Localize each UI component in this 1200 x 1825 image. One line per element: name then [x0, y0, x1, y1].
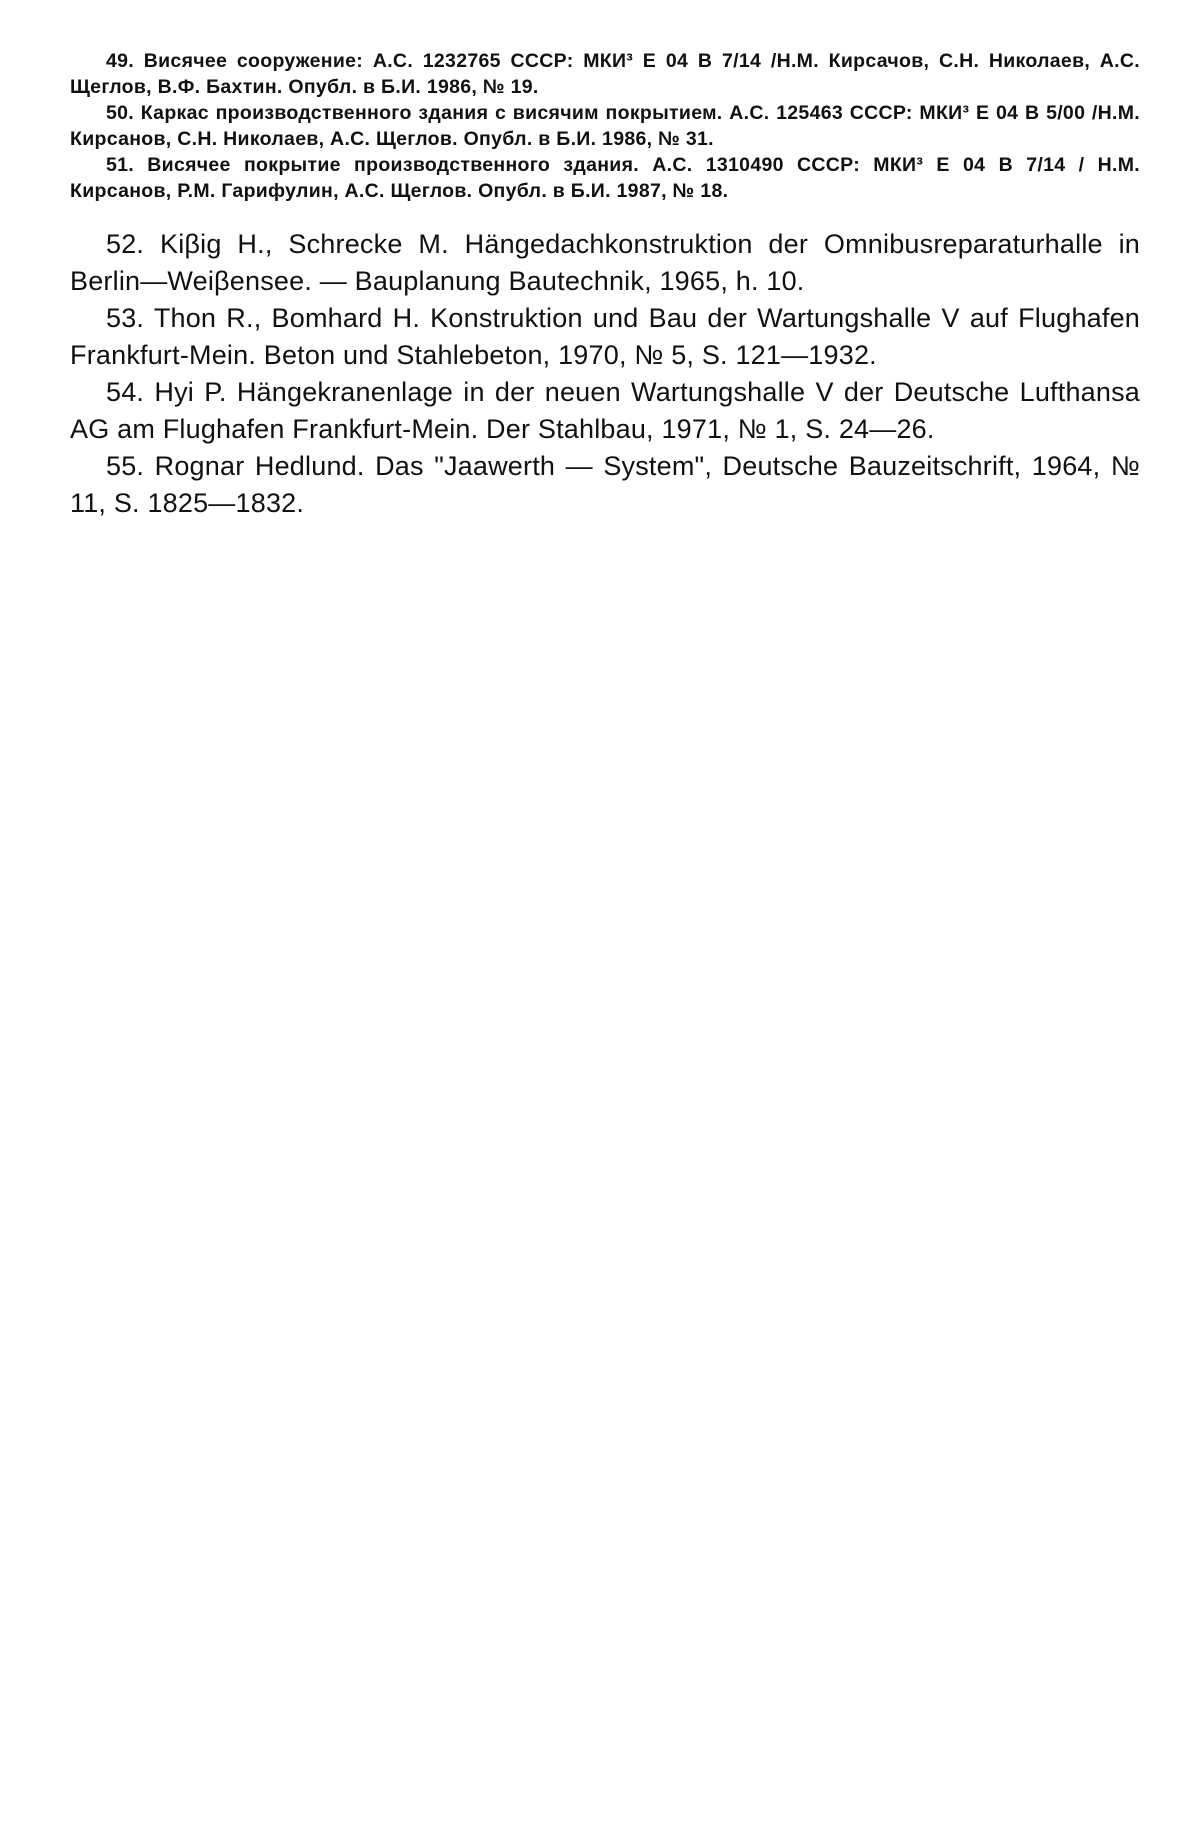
section-spacer: [70, 204, 1140, 226]
reference-item-52: [70, 226, 1140, 300]
reference-text: Каркас производственного здания с висячим покрытием. А.С. 125463 СССР: МКИ³ Е 04 В 5/00 /Н.М. Кирсанов, С.Н. Николаев, А.С. Щеглов. Опубл. в Б.И. 1986, № 31.: [70, 102, 1141, 150]
reference-text: Kiβig H., Schrecke M. Hängedachkonstruktion der Omnibusreparaturhalle in Berlin—Weiβensee. — Bauplanung Bautechnik, 1965, h. 10.: [70, 229, 1141, 296]
reference-text: Висячее покрытие производственного здания. А.С. 1310490 СССР: МКИ³ Е 04 В 7/14 / Н.М. Кирсанов, Р.М. Гарифулин, А.С. Щеглов. Опубл. в Б.И. 1987, № 18.: [70, 154, 1140, 202]
reference-item-54: [70, 374, 1140, 448]
reference-list: [70, 48, 1140, 522]
reference-number: 54.: [106, 377, 145, 407]
reference-number: 49.: [106, 50, 135, 72]
reference-text: Thon R., Bomhard H. Konstruktion und Bau der Wartungshalle V auf Flughafen Frankfurt-Mein. Beton und Stahlebeton, 1970, № 5, S. 121—1932.: [70, 303, 1141, 370]
reference-item-49: [70, 48, 1140, 100]
reference-number: 50.: [106, 102, 135, 124]
reference-text: Hyi P. Hängekranenlage in der neuen Wartungshalle V der Deutsche Lufthansa AG am Flughafen Frankfurt-Mein. Der Stahlbau, 1971, № 1, S. 24—26.: [70, 377, 1141, 444]
reference-item-55: [70, 448, 1140, 522]
reference-number: 53.: [106, 303, 145, 333]
reference-number: 55.: [106, 451, 145, 481]
reference-number: 51.: [106, 154, 135, 176]
reference-item-51: [70, 152, 1140, 204]
reference-item-53: [70, 300, 1140, 374]
reference-number: 52.: [106, 229, 145, 259]
reference-text: Висячее сооружение: А.С. 1232765 СССР: МКИ³ Е 04 В 7/14 /Н.М. Кирсачов, С.Н. Николаев, А.С. Щеглов, В.Ф. Бахтин. Опубл. в Б.И. 1986, № 19.: [70, 50, 1141, 98]
reference-item-50: [70, 100, 1140, 152]
reference-text: Rognar Hedlund. Das "Jaawerth — System", Deutsche Bauzeitschrift, 1964, № 11, S. 1825—1832.: [70, 451, 1140, 518]
